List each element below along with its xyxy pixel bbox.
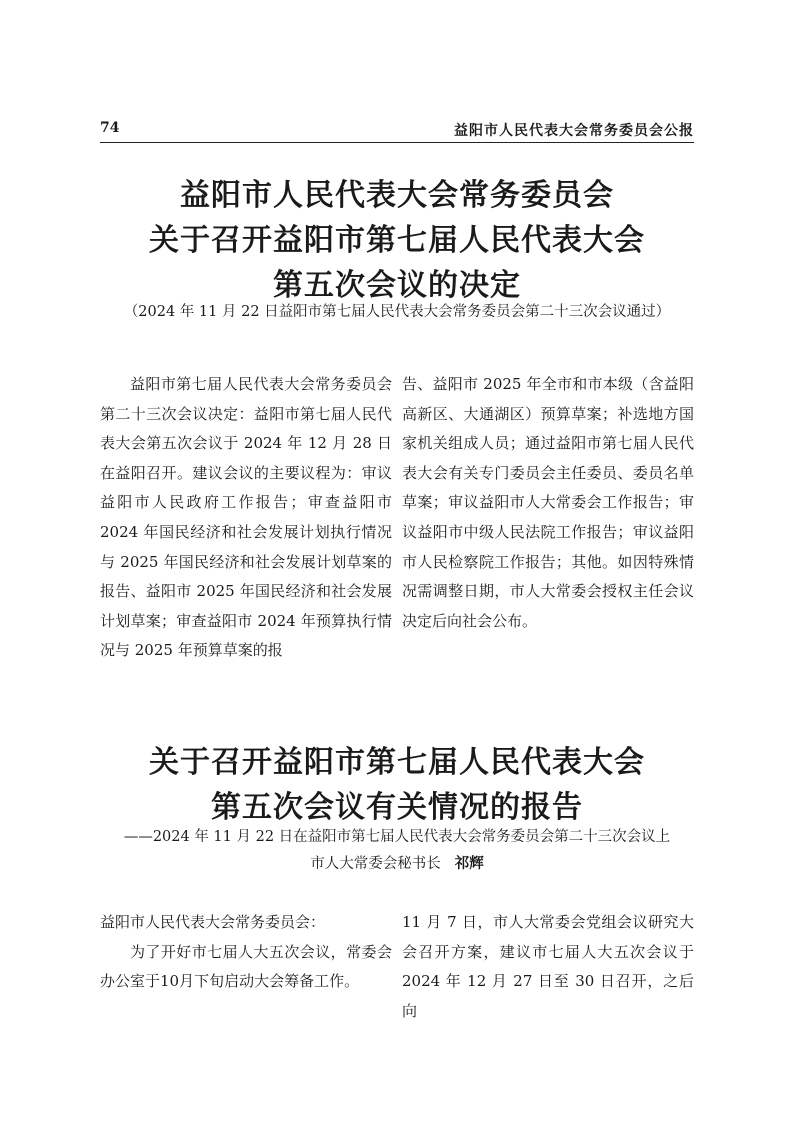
page-number: 74 xyxy=(100,120,120,136)
article1-left-column xyxy=(100,370,392,666)
article1-body-continuation: 告、益阳市 2025 年全市和市本级（含益阳高新区、大通湖区）预算草案；补选地方国家机关组成人员；通过益阳市第七届人民代表大会有关专门委员会主任委员、委员名单草案；审议益阳市人大常委会工作报告；审议益阳市中级人民法院工作报告；审议益阳市人民检察院工作报告；其他。如因特殊情况需调整日期，市人大常委会授权主任会议决定后向社会公布。 xyxy=(402,375,694,630)
article1-adoption-note: （2024 年 11 月 22 日益阳市第七届人民代表大会常务委员会第二十三次会议通过） xyxy=(123,304,671,320)
page-header xyxy=(100,120,694,142)
article1-body-paragraph: 益阳市第七届人民代表大会常务委员会第二十三次会议决定：益阳市第七届人民代表大会第五次会议于 2024 年 12 月 28 日在益阳召开。建议会议的主要议程为：审议益阳市人民政府工作报告；审查益阳市 2024 年国民经济和社会发展计划执行情况与 2025 年国民经济和社会发展计划草案的报告、益阳市 2025 年国民经济和社会发展计划草案；审查益阳市 2024 年预算执行情况与 2025 年预算草案的报 xyxy=(100,375,392,660)
article2-body-paragraph: 为了开好市七届人大五次会议，常委会办公室于10月下旬启动大会筹备工作。 xyxy=(100,942,392,991)
article2-right-column xyxy=(402,908,694,1026)
article2-title-line: 第五次会议有关情况的报告 xyxy=(211,790,583,825)
journal-title: 益阳市人民代表大会常务委员会公报 xyxy=(454,123,694,139)
article2-body-continuation: 11 月 7 日，市人大常委会党组会议研究大会召开方案，建议市七届人大五次会议于 2024 年 12 月 27 日至 30 日召开，之后向 xyxy=(402,913,694,1020)
article1-title-line: 关于召开益阳市第七届人民代表大会 xyxy=(149,223,645,258)
article1-title xyxy=(60,173,734,308)
header-rule xyxy=(100,142,694,143)
author-role: 市人大常委会秘书长 xyxy=(310,856,441,872)
article2-left-column xyxy=(100,908,392,997)
author-name: 祁辉 xyxy=(454,855,484,872)
article1-title-line: 益阳市人民代表大会常务委员会 xyxy=(180,178,614,213)
article1-right-column xyxy=(402,370,694,636)
article2-author xyxy=(60,852,734,873)
article2-title xyxy=(60,740,734,830)
salutation: 益阳市人民代表大会常务委员会： xyxy=(100,913,326,931)
article2-subtitle: ——2024 年 11 月 22 日在益阳市第七届人民代表大会常务委员会第二十三次会议上 xyxy=(123,829,671,845)
article1-title-line: 第五次会议的决定 xyxy=(273,268,521,303)
article2-title-line: 关于召开益阳市第七届人民代表大会 xyxy=(149,745,645,780)
